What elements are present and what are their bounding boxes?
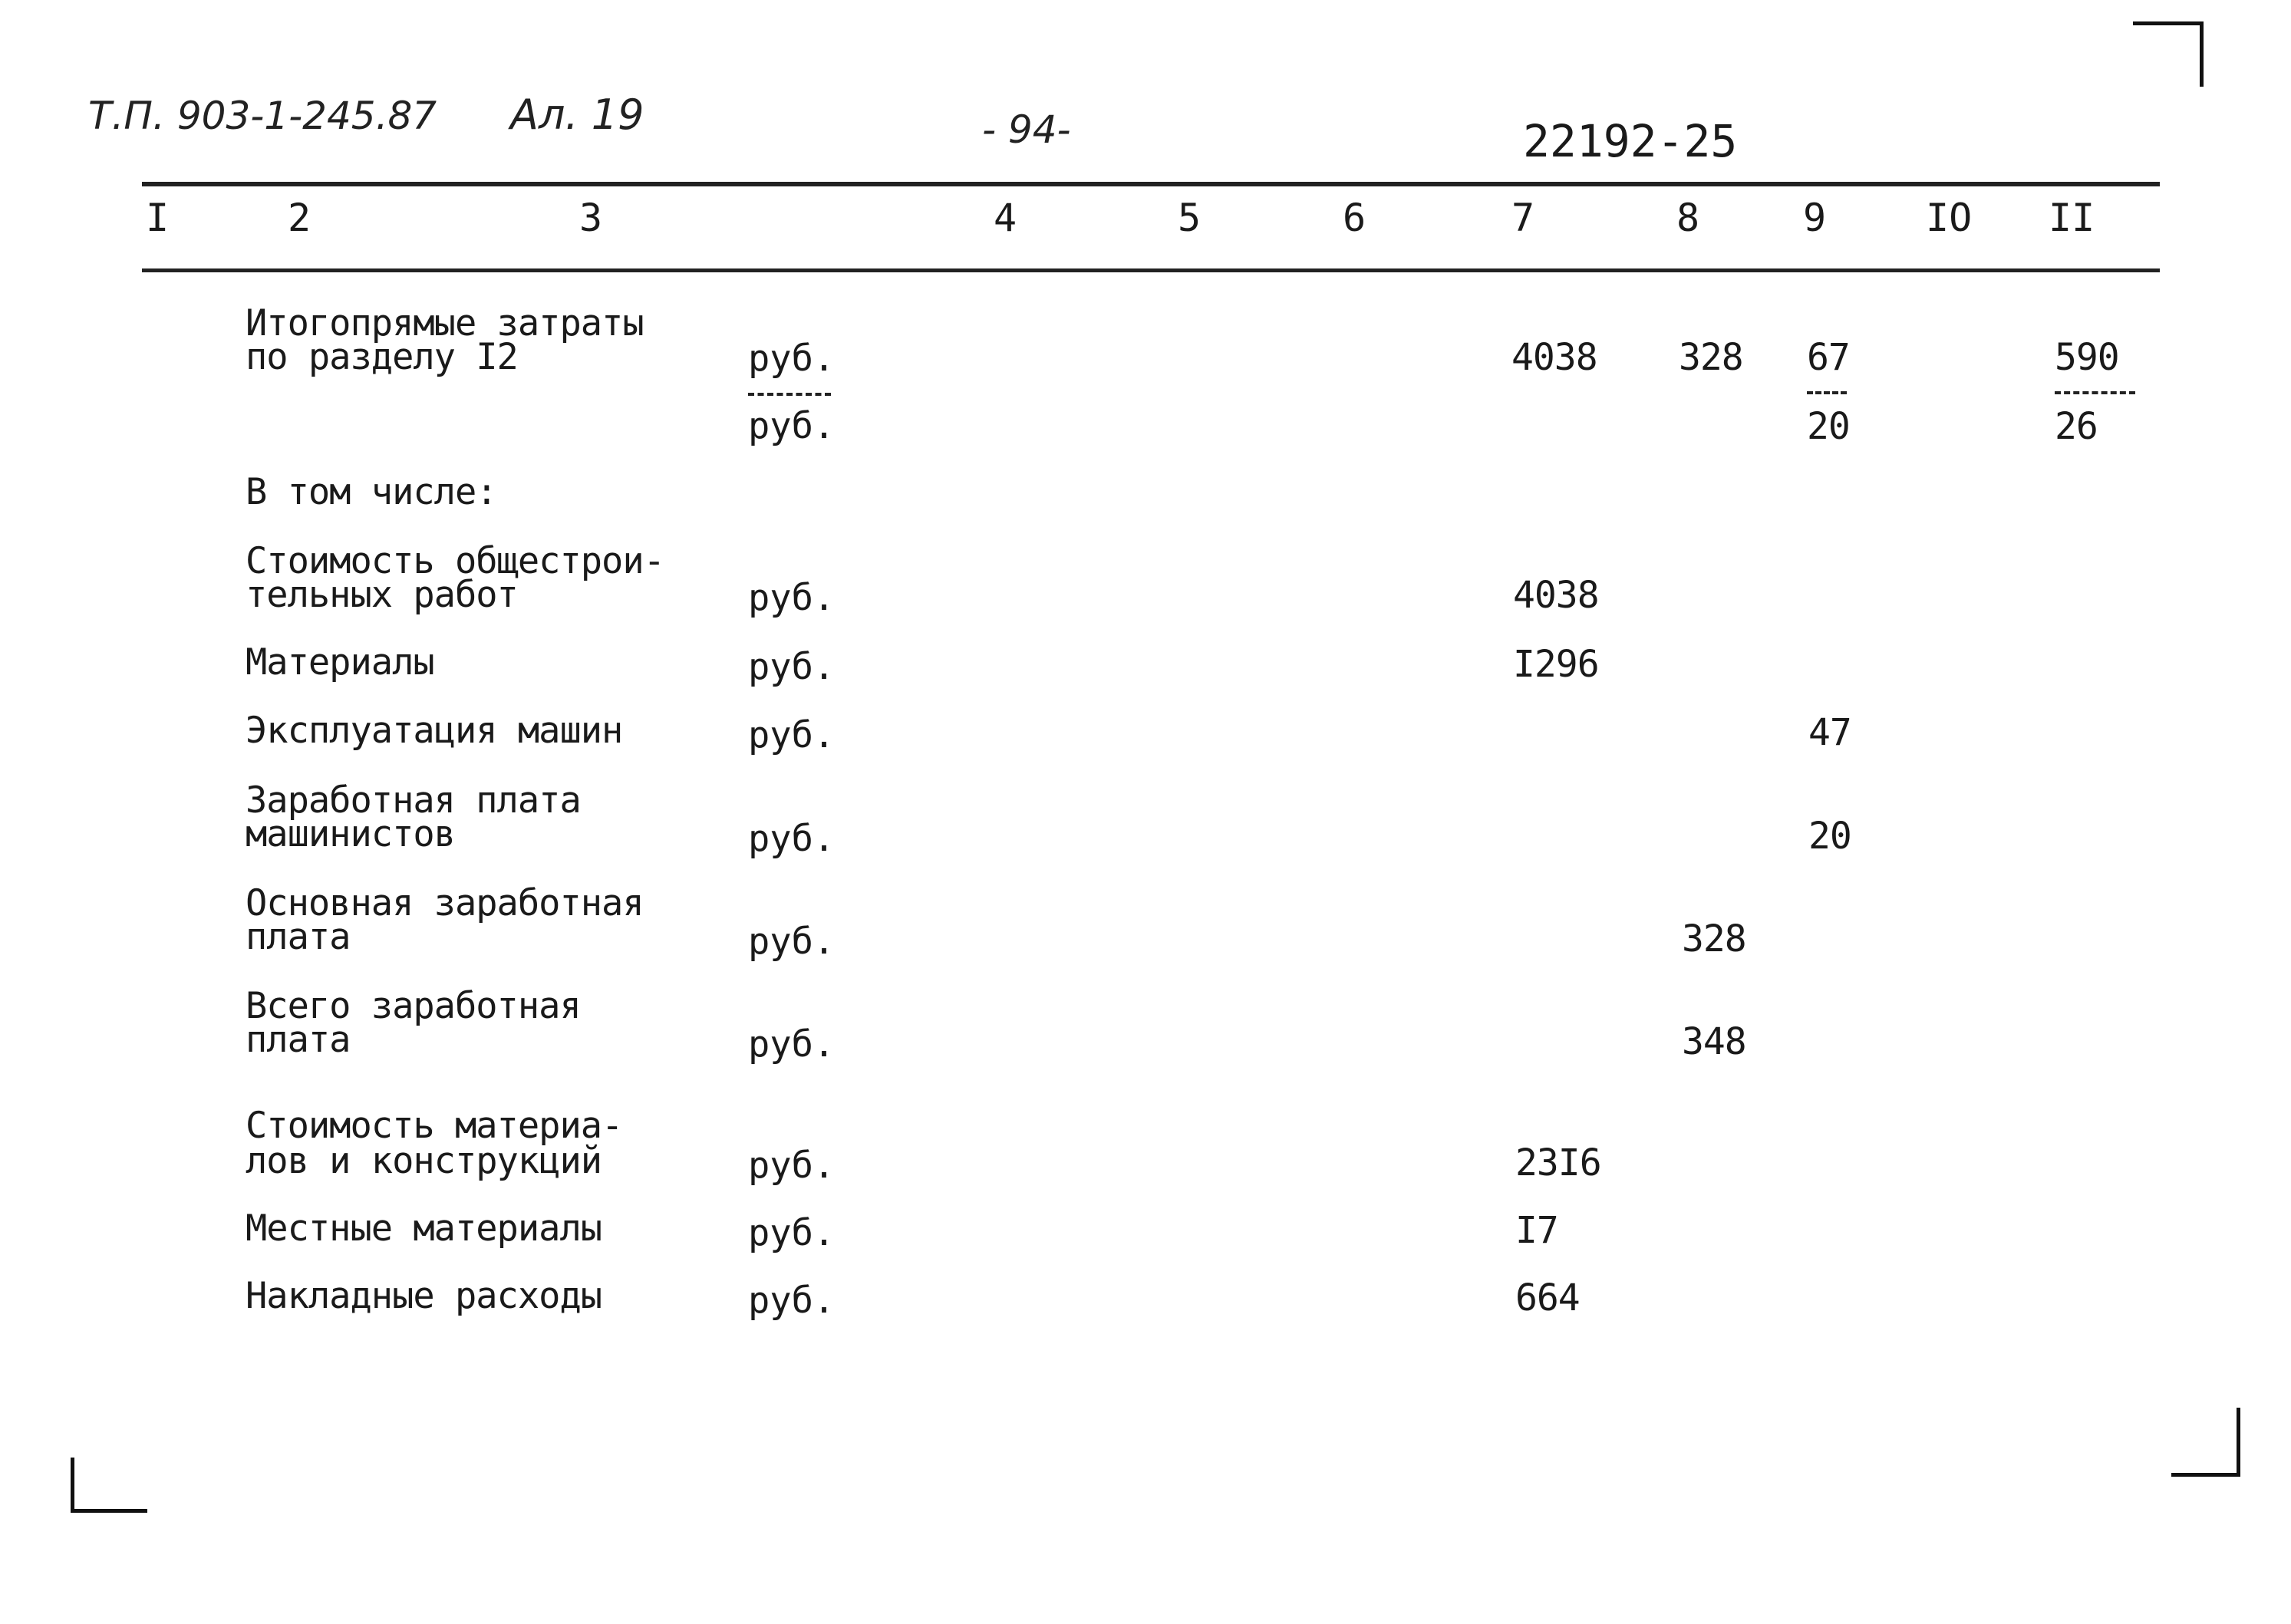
totals-label-line1: Итогопрямые затраты	[246, 302, 644, 344]
column-header: II	[2049, 196, 2095, 240]
row-col7: I7	[1515, 1209, 1558, 1252]
row-label: тельных работ	[246, 574, 518, 616]
totals-unit-divider	[748, 393, 831, 396]
row-col7: I296	[1513, 643, 1599, 686]
row-unit: руб.	[748, 646, 836, 688]
row-unit: руб.	[748, 714, 836, 756]
column-header: 4	[994, 196, 1017, 240]
row-unit: руб.	[748, 1145, 836, 1187]
row-unit: руб.	[748, 577, 836, 619]
corner-mark-bottom-left	[71, 1509, 147, 1513]
row-unit: руб.	[748, 921, 836, 963]
document-number: 22192-25	[1523, 115, 1738, 167]
table-top-rule	[142, 182, 2160, 186]
corner-mark-top-right	[2133, 21, 2204, 25]
corner-mark-bottom-right	[2237, 1408, 2240, 1477]
row-col9: 20	[1808, 815, 1851, 858]
row-label: Всего заработная	[246, 985, 581, 1027]
totals-col8: 328	[1679, 336, 1743, 379]
row-col7: 664	[1515, 1276, 1580, 1319]
column-header: I	[146, 196, 170, 240]
totals-label-line2: по разделу I2	[246, 336, 518, 378]
row-label: плата	[246, 916, 351, 958]
column-header: 6	[1343, 196, 1366, 240]
row-col7: 4038	[1513, 574, 1599, 617]
totals-col9-sub: 20	[1807, 405, 1850, 448]
column-header: 3	[579, 196, 603, 240]
totals-unit-sub: руб.	[748, 405, 836, 447]
totals-col9-divider	[1807, 391, 1847, 394]
table-header-rule	[142, 268, 2160, 272]
row-label: Стоимость материа-	[246, 1105, 623, 1147]
corner-mark-bottom-right	[2171, 1473, 2240, 1477]
row-col8: 328	[1682, 917, 1746, 960]
row-col9: 47	[1808, 711, 1851, 754]
row-unit: руб.	[748, 1212, 836, 1254]
column-header: 5	[1178, 196, 1202, 240]
doc-code: Т.П. 903-1-245.87	[88, 94, 437, 138]
totals-col9: 67	[1807, 336, 1850, 379]
totals-col7: 4038	[1511, 336, 1597, 379]
totals-col11-sub: 26	[2055, 405, 2098, 448]
including-label: В том числе:	[246, 471, 497, 513]
page-number: - 94-	[982, 107, 1071, 152]
column-header: 2	[288, 196, 312, 240]
album-number: Ал. 19	[510, 91, 644, 139]
column-header: 9	[1803, 196, 1827, 240]
row-label: плата	[246, 1019, 351, 1061]
row-label: Основная заработная	[246, 882, 644, 924]
row-unit: руб.	[748, 1023, 836, 1066]
row-col8: 348	[1682, 1020, 1746, 1063]
corner-mark-top-right	[2200, 21, 2204, 87]
column-header: 7	[1511, 196, 1535, 240]
totals-col11-divider	[2055, 391, 2135, 394]
corner-mark-bottom-left	[71, 1458, 74, 1513]
totals-col11: 590	[2055, 336, 2119, 379]
row-label: Стоимость общестрои-	[246, 540, 664, 582]
row-col7: 23I6	[1515, 1141, 1601, 1184]
row-label: Материалы	[246, 641, 434, 684]
row-unit: руб.	[748, 818, 836, 860]
column-header: 8	[1676, 196, 1700, 240]
column-header: IO	[1926, 196, 1973, 240]
row-label: Накладные расходы	[246, 1275, 602, 1317]
totals-unit: руб.	[748, 338, 836, 380]
row-label: машинистов	[246, 813, 455, 855]
row-label: Заработная плата	[246, 779, 581, 822]
row-label: лов и конструкций	[246, 1140, 602, 1182]
row-unit: руб.	[748, 1280, 836, 1322]
row-label: Местные материалы	[246, 1207, 602, 1250]
row-label: Эксплуатация машин	[246, 710, 623, 752]
